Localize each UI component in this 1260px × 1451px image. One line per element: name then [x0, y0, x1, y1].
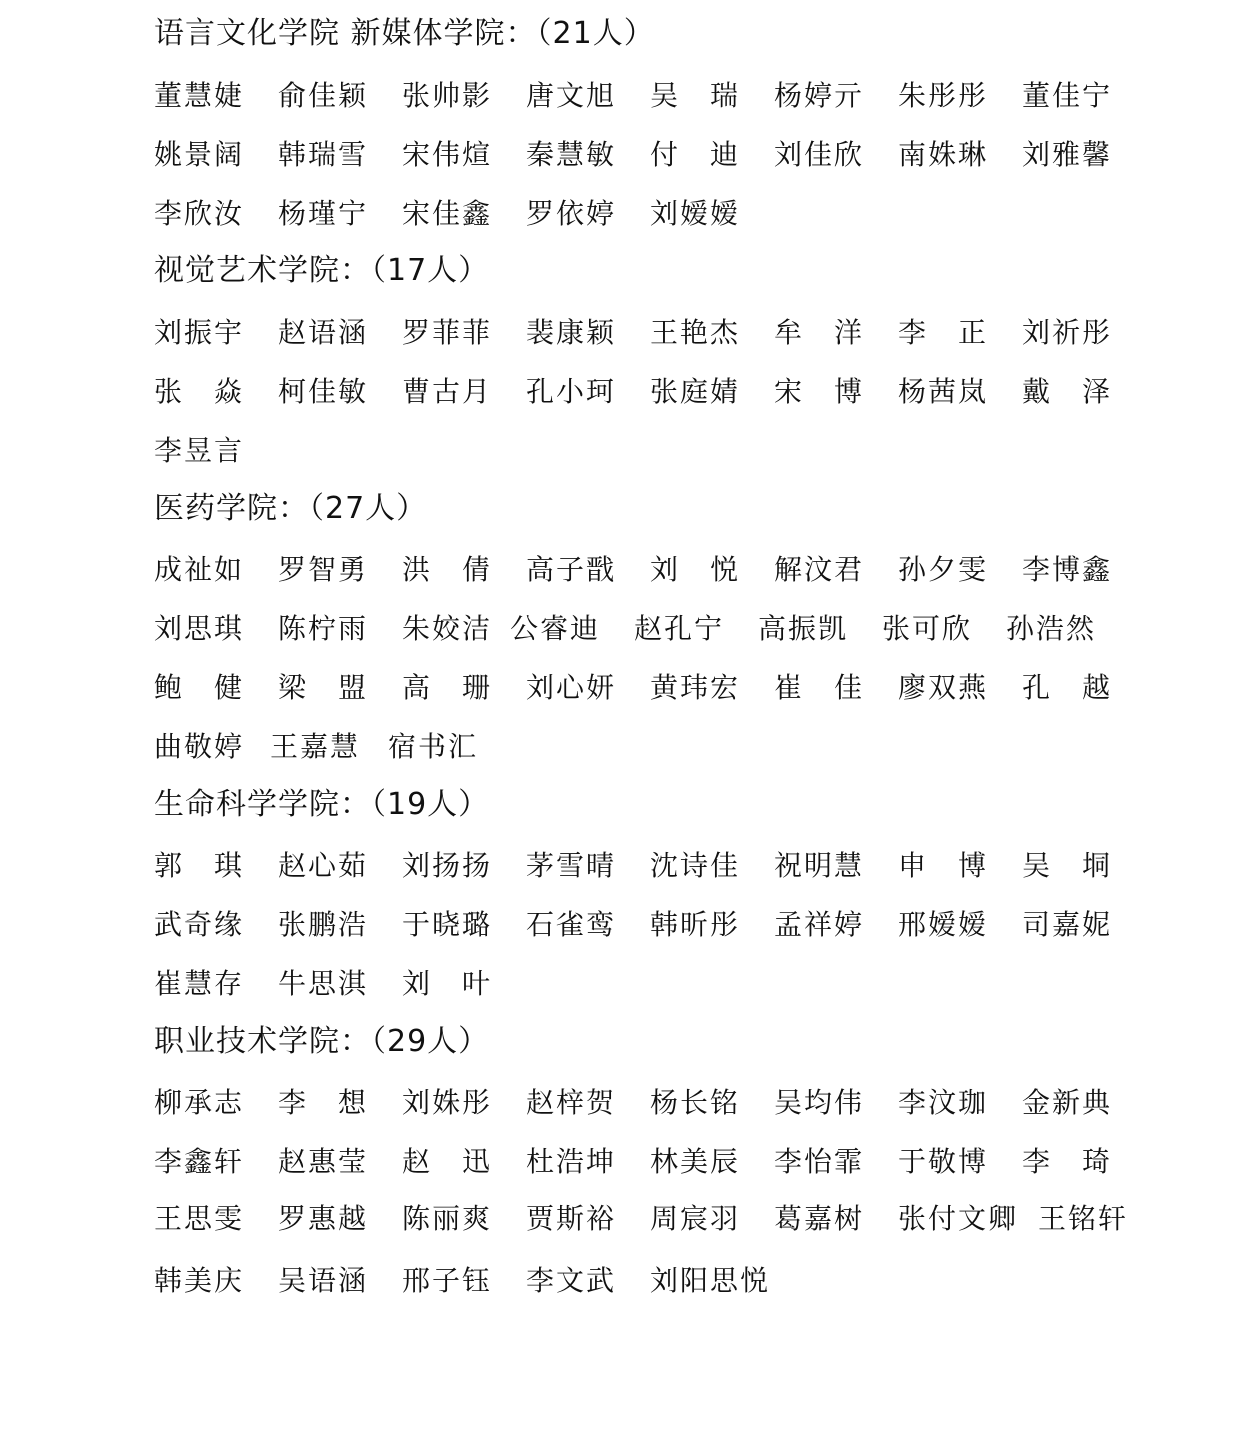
student-name: 刘阳思悦 — [650, 1264, 771, 1297]
student-name: 周宸羽 — [650, 1202, 741, 1235]
student-name: 解汶君 — [774, 553, 865, 586]
student-name: 贾斯裕 — [526, 1202, 617, 1235]
student-name: 赵心茹 — [278, 849, 369, 882]
student-name: 董佳宁 — [1022, 79, 1113, 112]
section-heading: 视觉艺术学院：（17人） — [154, 253, 490, 288]
student-name: 裴康颖 — [526, 316, 617, 349]
student-name: 曲敬婷 — [154, 730, 245, 763]
student-name: 金新典 — [1022, 1086, 1113, 1119]
student-name: 韩瑞雪 — [278, 138, 369, 171]
student-name: 李博鑫 — [1022, 553, 1113, 586]
student-name: 李 想 — [278, 1086, 369, 1119]
student-name: 武奇缘 — [154, 908, 245, 941]
student-name: 俞佳颖 — [278, 79, 369, 112]
student-name: 杨长铭 — [650, 1086, 741, 1119]
student-name: 陈柠雨 — [278, 612, 369, 645]
student-name: 杜浩坤 — [526, 1145, 617, 1178]
student-name: 崔慧存 — [154, 967, 245, 1000]
student-name: 罗惠越 — [278, 1202, 369, 1235]
student-name: 刘祈彤 — [1022, 316, 1113, 349]
student-name: 李昱言 — [154, 434, 245, 467]
student-name: 柯佳敏 — [278, 375, 369, 408]
student-name: 董慧婕 — [154, 79, 245, 112]
student-name: 朱姣洁 — [402, 612, 493, 645]
student-name: 邢嫒嫒 — [898, 908, 989, 941]
student-name: 刘思琪 — [154, 612, 245, 645]
student-name: 申 博 — [898, 849, 989, 882]
student-name: 唐文旭 — [526, 79, 617, 112]
section-heading: 医药学院：（27人） — [154, 491, 428, 526]
student-name: 鲍 健 — [154, 671, 245, 704]
student-name: 李文武 — [526, 1264, 617, 1297]
student-name: 赵 迅 — [402, 1145, 493, 1178]
student-name: 洪 倩 — [402, 553, 493, 586]
student-name: 宋 博 — [774, 375, 865, 408]
student-name: 张 焱 — [154, 375, 245, 408]
student-name: 李 正 — [898, 316, 989, 349]
student-name: 张帅影 — [402, 79, 493, 112]
student-name: 黄玮宏 — [650, 671, 741, 704]
student-name: 孙浩然 — [1006, 612, 1097, 645]
student-name: 孔小珂 — [526, 375, 617, 408]
student-name: 牟 洋 — [774, 316, 865, 349]
student-name: 吴 垌 — [1022, 849, 1113, 882]
student-name: 孟祥婷 — [774, 908, 865, 941]
student-name: 高振凯 — [758, 612, 849, 645]
student-name: 刘 悦 — [650, 553, 741, 586]
student-name: 李 琦 — [1022, 1145, 1113, 1178]
student-name: 赵孔宁 — [634, 612, 725, 645]
student-name: 刘雅馨 — [1022, 138, 1113, 171]
student-name: 宿书汇 — [388, 730, 479, 763]
student-name: 孔 越 — [1022, 671, 1113, 704]
student-name: 郭 琪 — [154, 849, 245, 882]
student-name: 刘佳欣 — [774, 138, 865, 171]
student-name: 朱彤彤 — [898, 79, 989, 112]
student-name: 韩美庆 — [154, 1264, 245, 1297]
student-name: 牛思淇 — [278, 967, 369, 1000]
student-name: 崔 佳 — [774, 671, 865, 704]
student-name: 吴语涵 — [278, 1264, 369, 1297]
student-name: 林美辰 — [650, 1145, 741, 1178]
student-name: 刘扬扬 — [402, 849, 493, 882]
student-name: 秦慧敏 — [526, 138, 617, 171]
student-name: 石雀鸾 — [526, 908, 617, 941]
student-name: 廖双燕 — [898, 671, 989, 704]
student-name: 葛嘉树 — [774, 1202, 865, 1235]
student-name: 沈诗佳 — [650, 849, 741, 882]
student-name: 刘心妍 — [526, 671, 617, 704]
student-name: 成祉如 — [154, 553, 245, 586]
student-name: 韩昕彤 — [650, 908, 741, 941]
student-name: 王嘉慧 — [270, 730, 361, 763]
student-name: 罗智勇 — [278, 553, 369, 586]
section-heading: 语言文化学院 新媒体学院：（21人） — [154, 16, 655, 51]
student-name: 刘振宇 — [154, 316, 245, 349]
student-name: 祝明慧 — [774, 849, 865, 882]
student-name: 李欣汝 — [154, 197, 245, 230]
student-name: 王思雯 — [154, 1202, 245, 1235]
student-name: 张付文卿 — [898, 1202, 1019, 1235]
student-name: 戴 泽 — [1022, 375, 1113, 408]
section-heading: 职业技术学院：（29人） — [154, 1024, 490, 1059]
student-name: 姚景阔 — [154, 138, 245, 171]
student-name: 司嘉妮 — [1022, 908, 1113, 941]
student-name: 高 珊 — [402, 671, 493, 704]
student-name: 付 迪 — [650, 138, 741, 171]
student-name: 杨瑾宁 — [278, 197, 369, 230]
student-name: 梁 盟 — [278, 671, 369, 704]
student-name: 公睿迪 — [510, 612, 601, 645]
student-name: 罗依婷 — [526, 197, 617, 230]
student-name: 赵语涵 — [278, 316, 369, 349]
section-heading: 生命科学学院：（19人） — [154, 787, 490, 822]
student-name: 于敬博 — [898, 1145, 989, 1178]
student-name: 李鑫轩 — [154, 1145, 245, 1178]
student-name: 张庭婧 — [650, 375, 741, 408]
student-name: 孙夕雯 — [898, 553, 989, 586]
student-name: 杨茜岚 — [898, 375, 989, 408]
student-name: 杨婷亓 — [774, 79, 865, 112]
student-name: 柳承志 — [154, 1086, 245, 1119]
student-name: 吴均伟 — [774, 1086, 865, 1119]
student-name: 王铭轩 — [1038, 1202, 1129, 1235]
student-name: 南姝琳 — [898, 138, 989, 171]
student-name: 高子戬 — [526, 553, 617, 586]
student-name: 陈丽爽 — [402, 1202, 493, 1235]
student-name: 宋伟煊 — [402, 138, 493, 171]
student-name: 张可欣 — [882, 612, 973, 645]
student-name: 刘 叶 — [402, 967, 493, 1000]
student-name: 刘姝彤 — [402, 1086, 493, 1119]
student-name: 赵惠莹 — [278, 1145, 369, 1178]
student-name: 李怡霏 — [774, 1145, 865, 1178]
student-name: 宋佳鑫 — [402, 197, 493, 230]
student-name: 罗菲菲 — [402, 316, 493, 349]
student-name: 于晓璐 — [402, 908, 493, 941]
student-name: 张鹏浩 — [278, 908, 369, 941]
student-name: 王艳杰 — [650, 316, 741, 349]
student-name: 赵梓贺 — [526, 1086, 617, 1119]
student-name: 茅雪晴 — [526, 849, 617, 882]
student-name: 曹古月 — [402, 375, 493, 408]
student-name: 邢子钰 — [402, 1264, 493, 1297]
student-name: 刘嫒嫒 — [650, 197, 741, 230]
student-name: 吴 瑞 — [650, 79, 741, 112]
student-name: 李汶珈 — [898, 1086, 989, 1119]
